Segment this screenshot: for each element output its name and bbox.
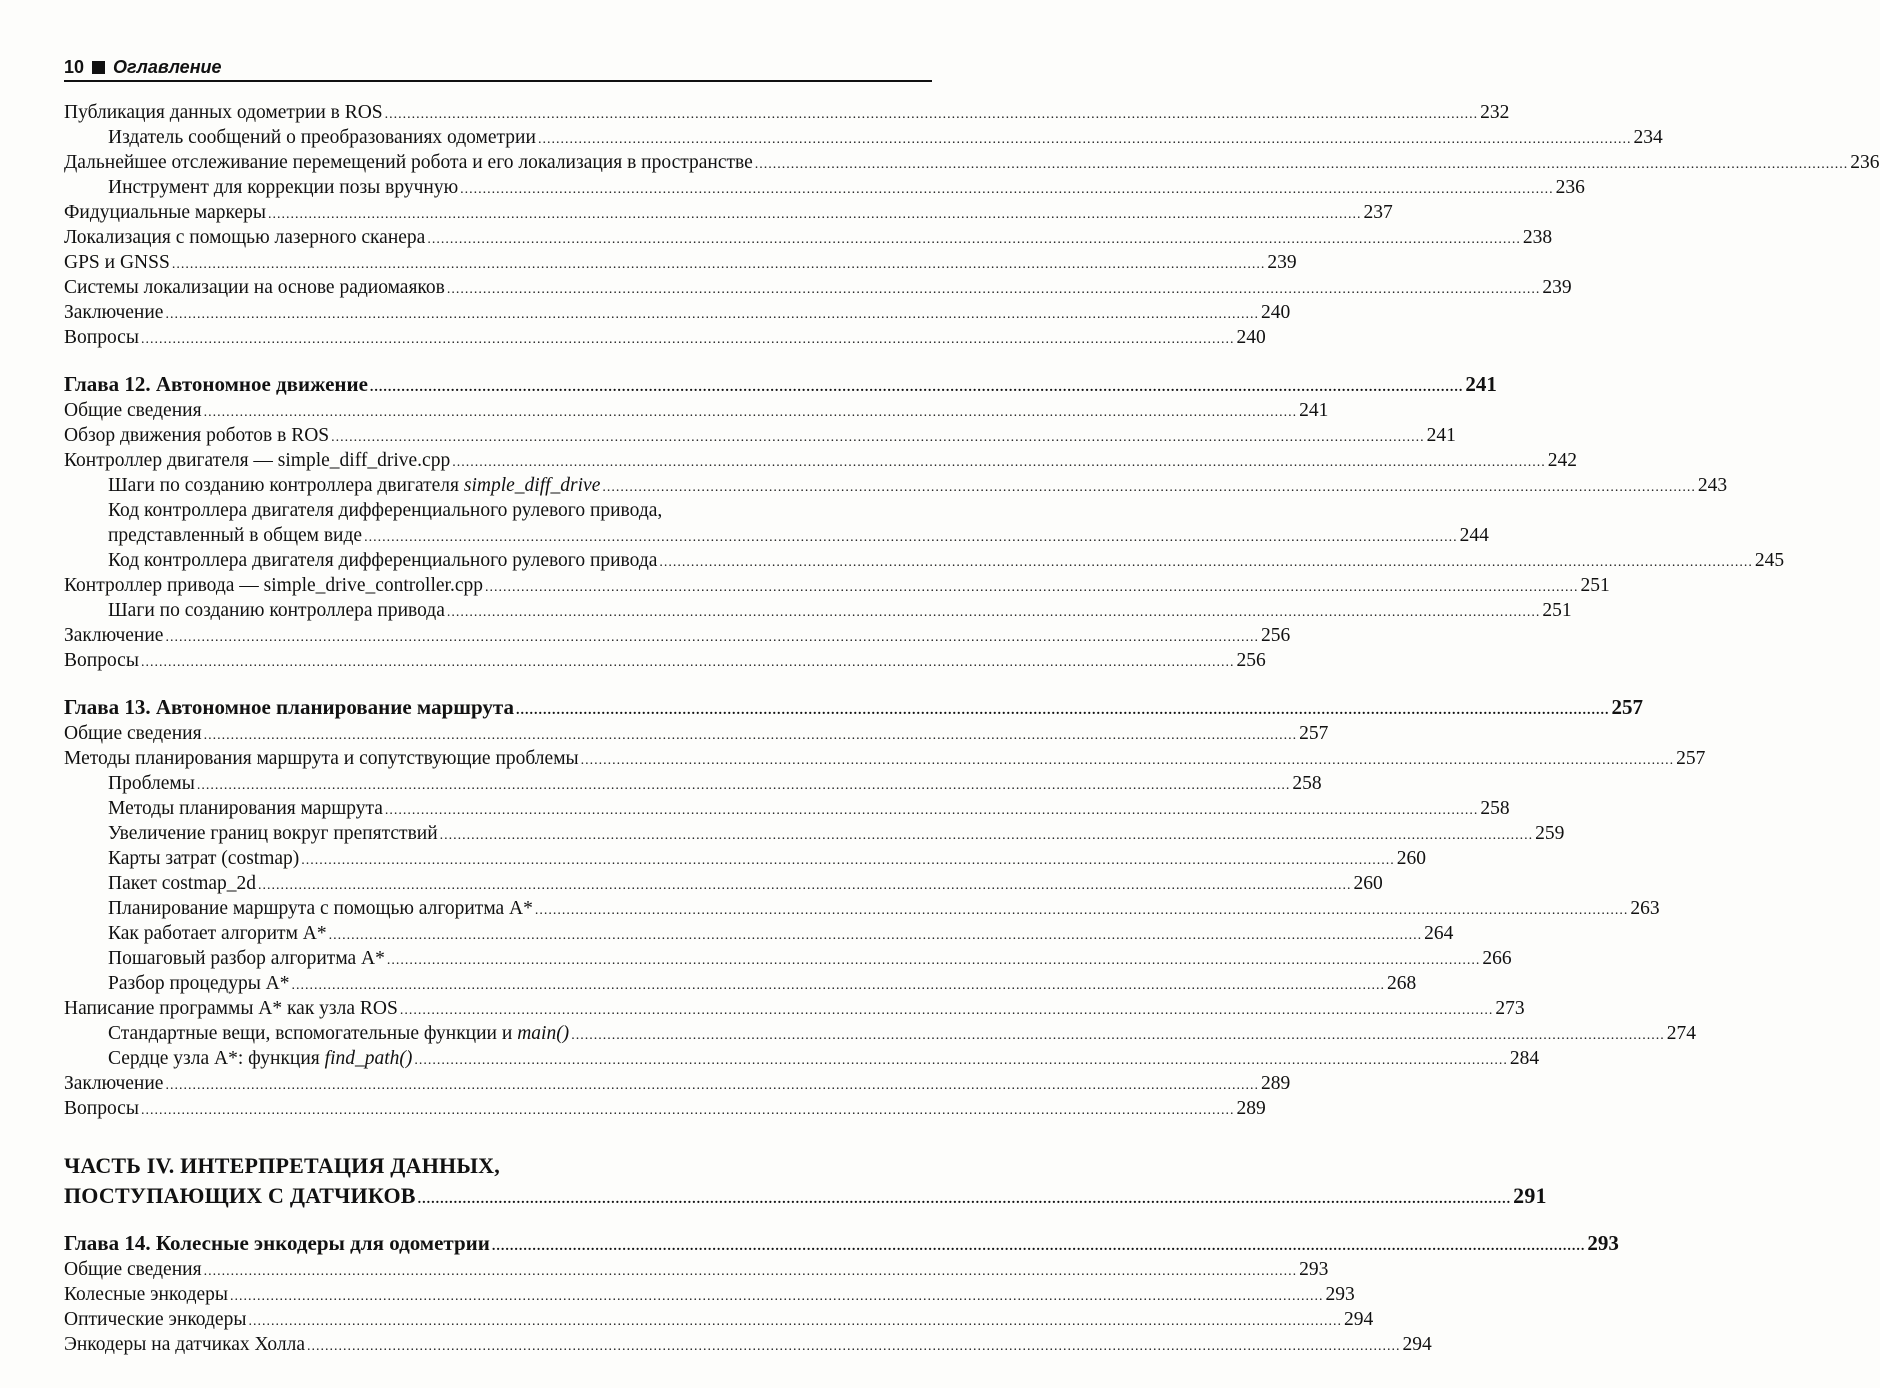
toc-entry[interactable]: Заключение ..... 256 xyxy=(64,623,926,648)
toc-entry[interactable]: Вопросы ..... 256 xyxy=(64,648,926,673)
toc-page: 256 xyxy=(1260,625,1291,646)
toc-page: 257 xyxy=(1299,723,1329,744)
toc-entry[interactable]: Издатель сообщений о преобразованиях одометрии ..... 234 xyxy=(64,125,926,150)
toc-page: 274 xyxy=(1666,1023,1696,1044)
toc-entry[interactable]: Общие сведения ..... 293 xyxy=(64,1257,926,1282)
toc-entry[interactable]: Общие сведения ..... 241 xyxy=(64,398,926,423)
toc-page: 234 xyxy=(1633,127,1663,148)
toc-entry[interactable]: Публикация данных одометрии в ROS ..... 232 xyxy=(64,100,926,125)
toc-page: 294 xyxy=(1343,1309,1374,1330)
toc-page: 289 xyxy=(1236,1098,1266,1119)
toc-entry[interactable]: Заключение ..... 240 xyxy=(64,300,926,325)
toc-page: 236 xyxy=(1850,152,1880,173)
toc-entry[interactable]: Написание программы A* как узла ROS ..... 273 xyxy=(64,996,926,1021)
toc-page: 258 xyxy=(1292,773,1322,794)
toc-page: 263 xyxy=(1630,898,1660,919)
toc-entry[interactable]: Пошаговый разбор алгоритма A* ..... 266 xyxy=(64,946,926,971)
chapter-12-heading[interactable]: Глава 12. Автономное движение ..... 241 xyxy=(64,370,926,398)
toc-entry[interactable]: Инструмент для коррекции позы вручную ..... 236 xyxy=(64,175,926,200)
toc-entry[interactable]: Сердце узла A*: функция find_path() ..... 284 xyxy=(64,1046,926,1071)
toc-page: 251 xyxy=(1580,575,1610,596)
toc-entry[interactable]: Методы планирования маршрута и сопутствующие проблемы ..... 257 xyxy=(64,746,926,771)
chapter-14-heading[interactable]: Глава 14. Колесные энкодеры для одометрии ..... 293 xyxy=(64,1229,926,1257)
toc-entry[interactable]: Оптические энкодеры ..... 294 xyxy=(64,1307,926,1332)
toc-page: 241 xyxy=(1426,425,1456,446)
toc-page: 291 xyxy=(1513,1183,1547,1208)
toc-page: 257 xyxy=(1676,748,1706,769)
toc-entry[interactable]: Локализация с помощью лазерного сканера ..... 238 xyxy=(64,225,926,250)
toc-page: 236 xyxy=(1555,177,1585,198)
toc-page: 293 xyxy=(1587,1231,1619,1255)
toc-page: 245 xyxy=(1754,550,1785,571)
toc-entry[interactable]: Проблемы ..... 258 xyxy=(64,771,926,796)
table-of-contents xyxy=(64,100,1880,1357)
toc-page: 251 xyxy=(1542,600,1572,621)
toc-page: 266 xyxy=(1482,948,1512,969)
toc-page: 241 xyxy=(1465,372,1497,396)
toc-entry[interactable]: Методы планирования маршрута ..... 258 xyxy=(64,796,926,821)
toc-page: 257 xyxy=(1611,695,1643,719)
toc-entry[interactable]: Карты затрат (costmap) ..... 260 xyxy=(64,846,926,871)
toc-entry[interactable]: Вопросы ..... 289 xyxy=(64,1096,926,1121)
toc-page: 293 xyxy=(1299,1259,1329,1280)
toc-page: 239 xyxy=(1267,252,1297,273)
toc-entry[interactable]: Контроллер привода — simple_drive_controller.cpp ..... 251 xyxy=(64,573,926,598)
toc-entry-line2[interactable]: представленный в общем виде ..... 244 xyxy=(64,523,926,548)
header-title: Оглавление xyxy=(113,57,222,77)
toc-page: 237 xyxy=(1363,202,1393,223)
toc-entry[interactable]: Как работает алгоритм A* ..... 264 xyxy=(64,921,926,946)
part-4-heading-line2[interactable]: ПОСТУПАЮЩИХ С ДАТЧИКОВ ..... 291 xyxy=(64,1181,926,1211)
toc-entry[interactable]: Системы локализации на основе радиомаяков ..... 239 xyxy=(64,275,926,300)
toc-page: 259 xyxy=(1535,823,1565,844)
toc-page: 273 xyxy=(1495,998,1525,1019)
toc-page: 258 xyxy=(1480,798,1510,819)
toc-page: 232 xyxy=(1480,102,1510,123)
toc-entry[interactable]: Планирование маршрута с помощью алгоритма A* ..... 263 xyxy=(64,896,926,921)
toc-entry[interactable]: Разбор процедуры A* ..... 268 xyxy=(64,971,926,996)
toc-page: 293 xyxy=(1325,1284,1355,1305)
toc-entry[interactable]: Увеличение границ вокруг препятствий ..... 259 xyxy=(64,821,926,846)
header-page-number: 10 xyxy=(64,57,85,77)
toc-page: 240 xyxy=(1236,327,1266,348)
chapter-13-heading[interactable]: Глава 13. Автономное планирование маршрута ..... 257 xyxy=(64,693,926,721)
toc-entry[interactable]: Пакет costmap_2d ..... 260 xyxy=(64,871,926,896)
toc-entry[interactable]: Шаги по созданию контроллера двигателя simple_diff_drive ..... 243 xyxy=(64,473,926,498)
toc-entry[interactable]: Колесные энкодеры ..... 293 xyxy=(64,1282,926,1307)
toc-page: 264 xyxy=(1424,923,1454,944)
toc-entry[interactable]: Контроллер двигателя — simple_diff_drive.cpp ..... 242 xyxy=(64,448,926,473)
part-4-heading-line1[interactable]: ЧАСТЬ IV. ИНТЕРПРЕТАЦИЯ ДАННЫХ, xyxy=(64,1153,500,1178)
toc-page: 241 xyxy=(1299,400,1329,421)
toc-page: 242 xyxy=(1547,450,1577,471)
running-header xyxy=(64,52,932,82)
square-icon xyxy=(92,61,105,74)
toc-entry[interactable]: Код контроллера двигателя дифференциального рулевого привода ..... 245 xyxy=(64,548,926,573)
toc-page: 240 xyxy=(1260,302,1291,323)
toc-entry-line1[interactable]: Код контроллера двигателя дифференциального рулевого привода, xyxy=(108,500,663,521)
toc-page: 289 xyxy=(1260,1073,1291,1094)
toc-entry[interactable]: Фидуциальные маркеры ..... 237 xyxy=(64,200,926,225)
toc-page: 256 xyxy=(1236,650,1266,671)
toc-page: 294 xyxy=(1402,1334,1432,1355)
toc-page: 239 xyxy=(1542,277,1572,298)
toc-page: 260 xyxy=(1353,873,1383,894)
toc-page: 268 xyxy=(1387,973,1417,994)
toc-page: 244 xyxy=(1459,525,1489,546)
toc-page: 238 xyxy=(1522,227,1553,248)
toc-entry[interactable]: Общие сведения ..... 257 xyxy=(64,721,926,746)
toc-entry[interactable]: Заключение ..... 289 xyxy=(64,1071,926,1096)
toc-entry[interactable]: Энкодеры на датчиках Холла ..... 294 xyxy=(64,1332,926,1357)
toc-entry[interactable]: Дальнейшее отслеживание перемещений робота и его локализация в пространстве ..... 236 xyxy=(64,150,926,175)
toc-page: 243 xyxy=(1697,475,1728,496)
toc-entry[interactable]: Вопросы ..... 240 xyxy=(64,325,926,350)
toc-entry[interactable]: Стандартные вещи, вспомогательные функции и main() ..... 274 xyxy=(64,1021,926,1046)
toc-entry[interactable]: Шаги по созданию контроллера привода ..... 251 xyxy=(64,598,926,623)
toc-entry[interactable]: Обзор движения роботов в ROS ..... 241 xyxy=(64,423,926,448)
toc-entry[interactable]: GPS и GNSS ..... 239 xyxy=(64,250,926,275)
toc-page: 260 xyxy=(1396,848,1427,869)
toc-page: 284 xyxy=(1509,1048,1540,1069)
